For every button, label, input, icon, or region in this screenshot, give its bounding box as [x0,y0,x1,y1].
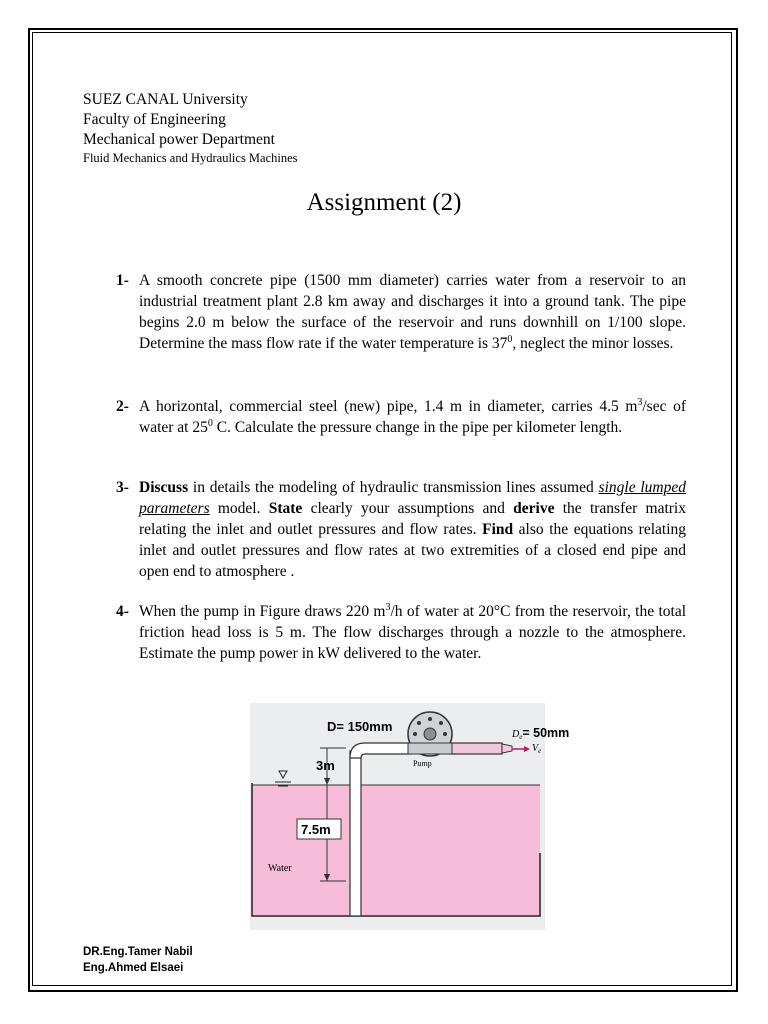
question-text: When the pump in Figure draws 220 $m^3/h$ of water at 20°C from the reservoir, the total friction head loss is 5 m. The flow discharges through a nozzle to the atmosphere. Estimate the pump power in kW delivered to the water. [139,601,687,662]
nozzle [502,744,512,753]
water-label: Water [268,863,292,874]
pipe-elbow [350,743,410,758]
question-number: 2- [116,398,129,415]
pump-icon [408,712,452,756]
pump-label: Pump [413,759,432,768]
question-2 [116,396,686,438]
author-name: DR.Eng.Tamer Nabil [83,946,193,958]
pump-diagram [250,703,570,930]
department-name: Mechanical power Department [83,131,275,148]
pump-figure [250,703,570,930]
question-1 [116,270,686,354]
document-footer [83,944,193,976]
exit-velocity-label: $V_e$ [532,743,542,755]
question-text: Discuss in details the modeling of hydraulic transmission lines assumed single lumped parameters model. State clearly your assumptions and derive the transfer matrix relating the inlet and outlet pressures and flow rates. Find also the equations relating inlet and outlet pressures and flow rates at two extremities of a closed end pipe and open end to atmosphere . [139,479,686,580]
question-text: A smooth concrete pipe (1500 mm diameter) carries water from a reservoir to an industrial treatment plant 2.8 km away and discharges it into a ground tank. The pipe begins 2.0 m below the surface of the reservoir and runs downhill on 1/100 slope. Determine the mass flow rate if the water temperature is $37^0$, neglect the minor losses. [139,272,686,352]
free-surface-icon [275,771,291,786]
height-above-label: 3m [316,758,335,773]
faculty-name: Faculty of Engineering [83,111,226,128]
university-name: SUEZ CANAL University [83,91,248,108]
question-text: A horizontal, commercial steel (new) pipe, 1.4 m in diameter, carries 4.5 $m^3/\sec$ of water at $25^0$ C. Calculate the pressure change in the pipe per kilometer length. [139,396,686,436]
document-header [83,90,298,166]
discharge-pipe [450,743,502,754]
question-number: 4- [116,603,129,620]
pipe-diameter-label: D= 150mm [327,719,393,734]
question-3 [116,477,686,582]
suction-pipe [350,751,361,916]
assignment-title: Assignment (2) [306,189,462,216]
course-name: Fluid Mechanics and Hydraulics Machines [83,151,298,165]
reservoir-water [252,785,540,915]
question-number: 1- [116,272,129,289]
question-number: 3- [116,479,129,496]
depth-below-label: 7.5m [301,822,331,837]
author-name: Eng.Ahmed Elsaei [83,962,184,974]
exit-diameter-label: De= 50mm [512,726,570,741]
question-4 [116,601,686,664]
